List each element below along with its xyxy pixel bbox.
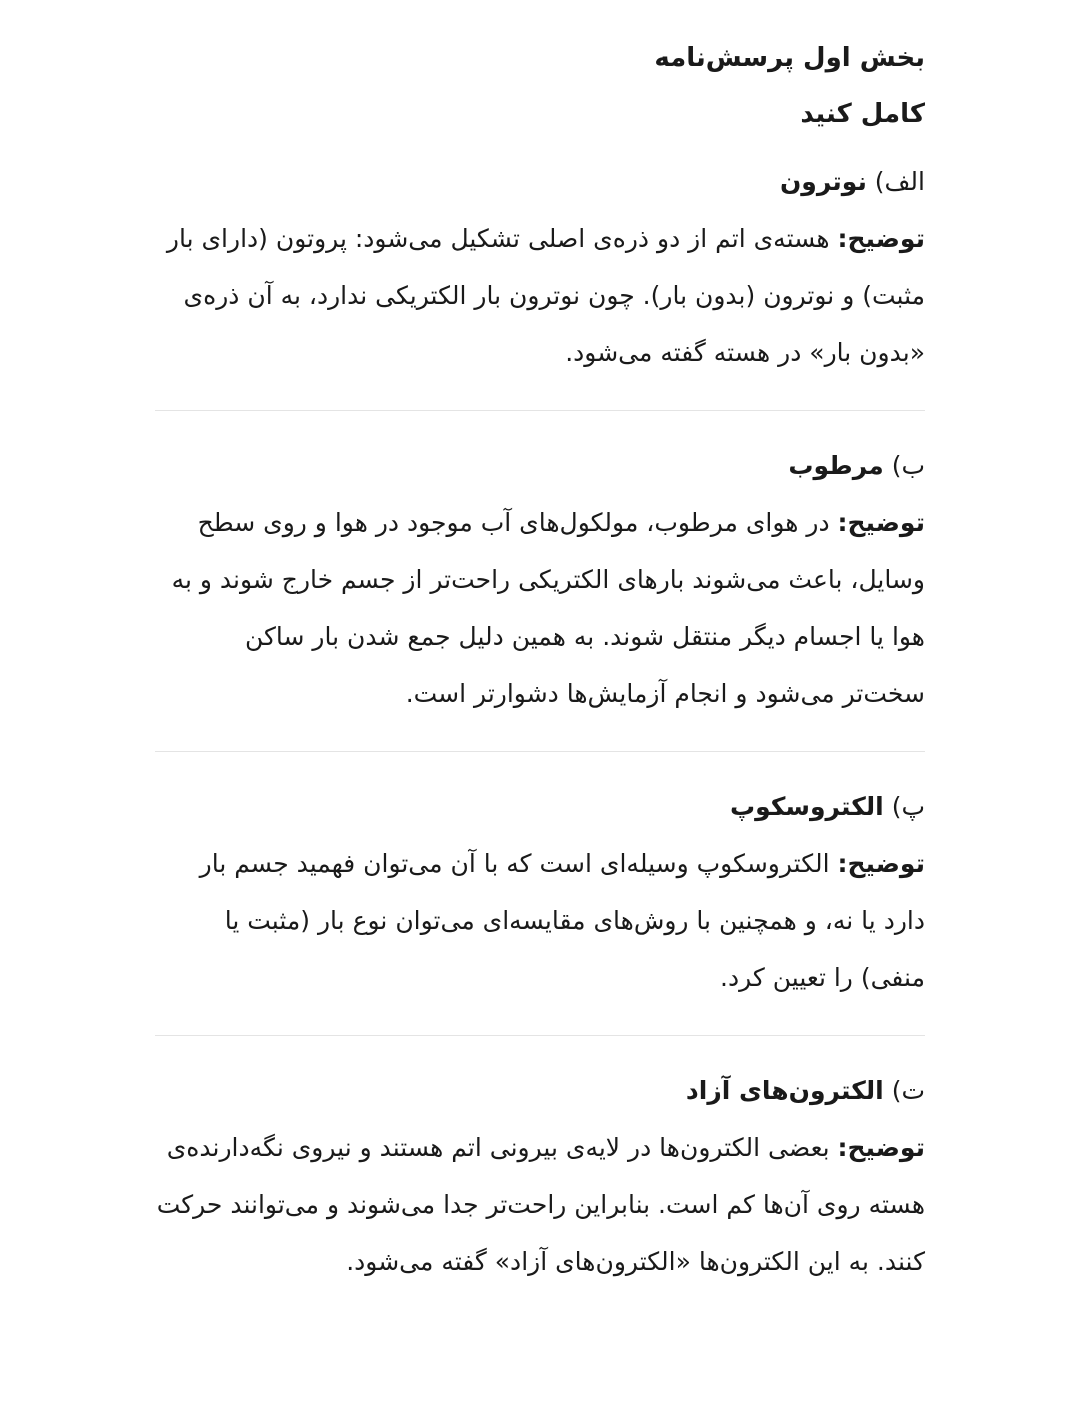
section-title: [155, 153, 925, 210]
section-divider: [155, 410, 925, 411]
explanation-text: در هوای مرطوب، مولکول‌های آب موجود در هوا و روی سطح وسایل، باعث می‌شوند بارهای الکتریکی راحت‌تر از جسم خارج شوند و به هوا یا اجسام دیگر منتقل شوند. به همین دلیل جمع شدن بار ساکن سخت‌تر می‌شود و انجام آزمایش‌ها دشوارتر است.: [171, 508, 925, 708]
page-title: بخش اول پرسش‌نامه: [654, 43, 925, 73]
document-content: [155, 30, 925, 1290]
section-prefix: ب): [883, 451, 925, 480]
section-prefix: ت): [883, 1076, 925, 1105]
section-explanation: [155, 494, 925, 722]
answer-section-pe: [155, 778, 925, 1006]
section-explanation: [155, 1119, 925, 1290]
section-divider: [155, 751, 925, 752]
section-explanation: [155, 210, 925, 381]
section-title: [155, 778, 925, 835]
answer-term: مرطوب: [788, 451, 884, 480]
answer-term: الکترون‌های آزاد: [685, 1076, 884, 1105]
section-prefix: پ): [883, 792, 925, 821]
section-explanation: [155, 835, 925, 1006]
answer-section-te: [155, 1062, 925, 1290]
explanation-label: توضیح:: [837, 1133, 925, 1162]
section-divider: [155, 1035, 925, 1036]
answer-term: نوترون: [779, 167, 867, 196]
section-title: [155, 1062, 925, 1119]
section-title: [155, 437, 925, 494]
section-prefix: الف): [866, 167, 925, 196]
explanation-label: توضیح:: [837, 508, 925, 537]
explanation-label: توضیح:: [837, 224, 925, 253]
explanation-text: هسته‌ی اتم از دو ذره‌ی اصلی تشکیل می‌شود: پروتون (دارای بار مثبت) و نوترون (بدون بار). چون نوترون بار الکتریکی ندارد، به آن ذره‌ی «بدون بار» در هسته گفته می‌شود.: [166, 224, 925, 367]
page-subtitle: کامل کنید: [800, 99, 925, 129]
answer-section-be: [155, 437, 925, 722]
explanation-text: بعضی الکترون‌ها در لایه‌ی بیرونی اتم هستند و نیروی نگه‌دارنده‌ی هسته روی آن‌ها کم است. بنابراین راحت‌تر جدا می‌شوند و می‌توانند حرکت کنند. به این الکترون‌ها «الکترون‌های آزاد» گفته می‌شود.: [156, 1133, 925, 1276]
explanation-label: توضیح:: [837, 849, 925, 878]
answer-term: الکتروسکوپ: [730, 792, 884, 821]
explanation-text: الکتروسکوپ وسیله‌ای است که با آن می‌توان فهمید جسم بار دارد یا نه، و همچنین با روش‌های مقایسه‌ای می‌توان نوع بار (مثبت یا منفی) را تعیین کرد.: [199, 849, 925, 992]
answer-section-alef: [155, 153, 925, 381]
